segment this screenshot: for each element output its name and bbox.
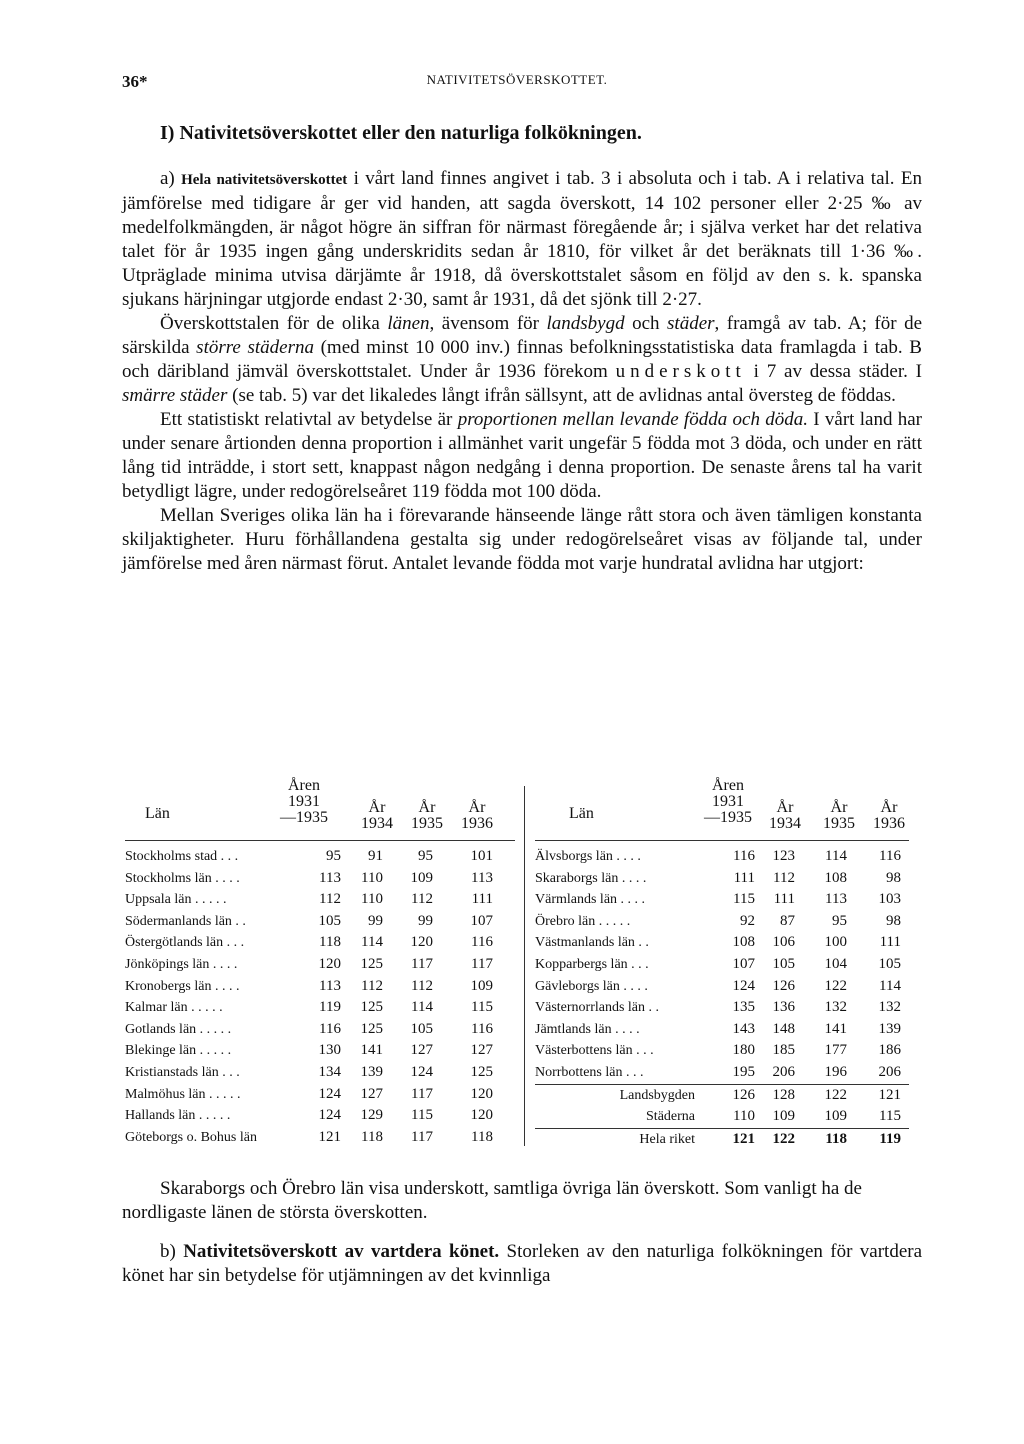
- cell-value: 99: [368, 912, 383, 929]
- cell-value: 122: [772, 1130, 795, 1147]
- row-label: Städerna: [646, 1109, 695, 1125]
- cell-value: 119: [319, 999, 341, 1016]
- summary-row: [535, 1085, 909, 1107]
- table-row: [125, 1105, 515, 1127]
- cell-value: 116: [879, 848, 901, 864]
- cell-value: 120: [470, 1085, 493, 1102]
- row-label: Västmanlands län . .: [535, 935, 649, 951]
- cell-value: 105: [318, 912, 341, 929]
- cell-value: 109: [772, 1108, 795, 1125]
- cell-value: 98: [886, 869, 901, 886]
- cell-value: 105: [410, 1020, 433, 1037]
- cell-value: 124: [318, 1085, 341, 1102]
- row-label: Hela riket: [639, 1131, 695, 1147]
- table-left-rows: [125, 846, 515, 1148]
- cell-value: 114: [361, 934, 383, 951]
- cell-value: 104: [824, 955, 847, 972]
- row-label: Göteborgs o. Bohus län: [125, 1129, 257, 1145]
- cell-value: 185: [772, 1042, 795, 1059]
- cell-value: 103: [878, 891, 901, 908]
- cell-value: 99: [418, 912, 433, 929]
- cell-value: 130: [318, 1042, 341, 1059]
- cell-value: 132: [878, 999, 901, 1016]
- table-row: [535, 868, 909, 890]
- column-header-lan-right: Län: [569, 805, 594, 822]
- table-row: [125, 932, 515, 954]
- body-text: [122, 167, 922, 576]
- cell-value: 195: [732, 1063, 755, 1080]
- table-row: [125, 1084, 515, 1106]
- cell-value: 206: [772, 1063, 795, 1080]
- cell-value: 98: [886, 912, 901, 929]
- cell-value: 186: [878, 1042, 901, 1059]
- cell-value: 125: [360, 955, 383, 972]
- cell-value: 110: [733, 1108, 755, 1125]
- cell-value: 114: [411, 999, 433, 1016]
- cell-value: 125: [470, 1063, 493, 1080]
- table-divider: [524, 786, 525, 1146]
- cell-value: 111: [879, 934, 901, 951]
- cell-value: 112: [319, 891, 341, 908]
- cell-value: 118: [471, 1128, 493, 1145]
- cell-value: 116: [471, 934, 493, 951]
- cell-value: 114: [879, 977, 901, 994]
- cell-value: 122: [824, 1086, 847, 1103]
- cell-value: 127: [360, 1085, 383, 1102]
- cell-value: 109: [410, 869, 433, 886]
- cell-value: 108: [824, 869, 847, 886]
- cell-value: 87: [780, 912, 795, 929]
- cell-value: 115: [411, 1107, 433, 1124]
- row-label: Landsbygden: [619, 1087, 695, 1103]
- page-header: [122, 72, 912, 92]
- cell-value: 112: [411, 977, 433, 994]
- page-number: 36*: [122, 72, 148, 91]
- table-row: [535, 997, 909, 1019]
- cell-value: 177: [824, 1042, 847, 1059]
- row-label: Malmöhus län . . . . .: [125, 1086, 241, 1102]
- table-row: [535, 1062, 909, 1085]
- cell-value: 95: [326, 848, 341, 864]
- row-label: Uppsala län . . . . .: [125, 892, 227, 908]
- cell-value: 143: [732, 1020, 755, 1037]
- cell-value: 106: [772, 934, 795, 951]
- row-label: Kalmar län . . . . .: [125, 1000, 223, 1016]
- cell-value: 117: [411, 1085, 433, 1102]
- cell-value: 109: [470, 977, 493, 994]
- table-row: [125, 911, 515, 933]
- cell-value: 136: [772, 999, 795, 1016]
- cell-value: 132: [824, 999, 847, 1016]
- cell-value: 128: [772, 1086, 795, 1103]
- table-row: [535, 846, 909, 868]
- cell-value: 139: [878, 1020, 901, 1037]
- row-label: Örebro län . . . . .: [535, 913, 631, 929]
- column-header-lan: Län: [145, 805, 170, 822]
- cell-value: 121: [878, 1086, 901, 1103]
- cell-value: 113: [319, 869, 341, 886]
- cell-value: 117: [411, 955, 433, 972]
- table-row: [125, 1062, 515, 1084]
- running-title: NATIVITETSÖVERSKOTTET.: [426, 72, 608, 87]
- cell-value: 206: [878, 1063, 901, 1080]
- cell-value: 124: [732, 977, 755, 994]
- cell-value: 105: [772, 955, 795, 972]
- table-row: [535, 976, 909, 998]
- row-label: Kronobergs län . . . .: [125, 978, 240, 994]
- table-row: [125, 1019, 515, 1041]
- cell-value: 121: [318, 1128, 341, 1145]
- cell-value: 119: [879, 1130, 901, 1147]
- cell-value: 108: [732, 934, 755, 951]
- cell-value: 117: [411, 1128, 433, 1145]
- cell-value: 115: [733, 891, 755, 908]
- cell-value: 116: [319, 1020, 341, 1037]
- column-header-1936: År 1936: [461, 799, 493, 832]
- cell-value: 113: [319, 977, 341, 994]
- cell-value: 118: [361, 1128, 383, 1145]
- table-row: [125, 997, 515, 1019]
- births-deaths-table: [125, 778, 909, 1158]
- cell-value: 107: [732, 955, 755, 972]
- paragraph-3: Ett statistiskt relativtal av betydelse är proportionen mellan levande födda och döda. I vårt land har under senare årtionden denna proportion i allmänhet varit ungefär 5 födda mot 3 döda, och under en rätt lång tid inträdde, i stort sett, knappast någon nedgång i denna proportion. De senaste årens tal ha varit betydligt lägre, under redogörelseåret 119 födda mot 100 döda.: [122, 409, 922, 502]
- cell-value: 116: [733, 848, 755, 864]
- cell-value: 109: [824, 1108, 847, 1125]
- cell-value: 114: [825, 848, 847, 864]
- after-table-text: Skaraborgs och Örebro län visa underskott, samtliga övriga län överskott. Som vanligt ha de nordligaste länen de största överskotten.: [122, 1178, 862, 1223]
- cell-value: 112: [411, 891, 433, 908]
- cell-value: 125: [360, 1020, 383, 1037]
- cell-value: 115: [471, 999, 493, 1016]
- cell-value: 127: [470, 1042, 493, 1059]
- cell-value: 148: [772, 1020, 795, 1037]
- cell-value: 105: [878, 955, 901, 972]
- paragraph-4: Mellan Sveriges olika län ha i förevarande hänseende länge rått stora och även tämligen konstanta skiljaktigheter. Huru förhållandena gestalta sig under redogörelseåret visas av följande tal, under jämförelse med åren närmast förut. Antalet levande födda mot varje hundratal avlidna har utgjort:: [122, 505, 922, 574]
- row-label: Älvsborgs län . . . .: [535, 849, 641, 864]
- cell-value: 110: [361, 891, 383, 908]
- row-label: Stockholms län . . . .: [125, 870, 240, 886]
- cell-value: 135: [732, 999, 755, 1016]
- column-header-1934: År 1934: [361, 799, 393, 832]
- cell-value: 111: [733, 869, 755, 886]
- cell-value: 124: [410, 1063, 433, 1080]
- row-label: Stockholms stad . . .: [125, 849, 239, 864]
- table-row: [125, 868, 515, 890]
- cell-value: 111: [471, 891, 493, 908]
- summary-row: [535, 1106, 909, 1128]
- cell-value: 117: [471, 955, 493, 972]
- row-label: Blekinge län . . . . .: [125, 1043, 232, 1059]
- cell-value: 112: [773, 869, 795, 886]
- row-label: Gävleborgs län . . . .: [535, 978, 648, 994]
- row-label: Västerbottens län . . .: [535, 1043, 654, 1059]
- cell-value: 127: [410, 1042, 433, 1059]
- row-label: Hallands län . . . . .: [125, 1108, 231, 1124]
- table-row: [535, 911, 909, 933]
- cell-value: 95: [832, 912, 847, 929]
- cell-value: 113: [471, 869, 493, 886]
- cell-value: 118: [825, 1130, 847, 1147]
- column-header-1936-right: År 1936: [873, 799, 905, 832]
- row-label: Södermanlands län . .: [125, 913, 246, 929]
- table-row: [535, 889, 909, 911]
- row-label: Gotlands län . . . . .: [125, 1021, 232, 1037]
- paragraph-2: Överskottstalen för de olika länen, ävensom för landsbygd och städer, framgå av tab. A; för de särskilda större städerna (med minst 10 000 inv.) finnas befolkningsstatistiska data framlagda i tab. B och däribland jämväl överskottstalet. Under år 1936 förekom underskott i 7 av dessa städer. I smärre städer (se tab. 5) var det likaledes långt ifrån sällsynt, att de avlidnas antal översteg de föddas.: [122, 313, 922, 406]
- table-row: [125, 1040, 515, 1062]
- cell-value: 125: [360, 999, 383, 1016]
- cell-value: 180: [732, 1042, 755, 1059]
- row-label: Kopparbergs län . . .: [535, 956, 649, 972]
- table-row: [535, 1040, 909, 1062]
- column-header-1935: År 1935: [411, 799, 443, 832]
- cell-value: 116: [471, 1020, 493, 1037]
- cell-value: 92: [740, 912, 755, 929]
- cell-value: 100: [824, 934, 847, 951]
- cell-value: 120: [470, 1107, 493, 1124]
- column-header-aren-right: Åren 1931 —1935: [704, 777, 752, 826]
- column-header-1934-right: År 1934: [769, 799, 801, 832]
- table-row: [125, 1127, 515, 1149]
- table-right-rows: [535, 846, 909, 1150]
- row-label: Jönköpings län . . . .: [125, 956, 238, 972]
- cell-value: 113: [825, 891, 847, 908]
- cell-value: 134: [318, 1063, 341, 1080]
- cell-value: 141: [824, 1020, 847, 1037]
- paragraph-b: b) Nativitetsöverskott av vartdera könet. Storleken av den naturliga folkökningen för vartdera könet har sin betydelse för utjämningen av det kvinnliga: [122, 1241, 923, 1286]
- table-row: [535, 932, 909, 954]
- cell-value: 120: [410, 934, 433, 951]
- cell-value: 111: [773, 891, 795, 908]
- cell-value: 112: [361, 977, 383, 994]
- cell-value: 121: [732, 1130, 755, 1147]
- cell-value: 139: [360, 1063, 383, 1080]
- table-row: [535, 954, 909, 976]
- cell-value: 123: [772, 848, 795, 864]
- cell-value: 196: [824, 1063, 847, 1080]
- column-header-1935-right: År 1935: [823, 799, 855, 832]
- cell-value: 91: [368, 848, 383, 864]
- cell-value: 126: [732, 1086, 755, 1103]
- cell-value: 126: [772, 977, 795, 994]
- cell-value: 95: [418, 848, 433, 864]
- row-label: Västernorrlands län . .: [535, 1000, 660, 1016]
- cell-value: 107: [470, 912, 493, 929]
- table-row: [125, 954, 515, 976]
- section-title: I) Nativitetsöverskottet eller den naturliga folkökningen.: [160, 122, 642, 144]
- cell-value: 118: [319, 934, 341, 951]
- row-label: Östergötlands län . . .: [125, 935, 245, 951]
- column-header-aren: Åren 1931 —1935: [280, 777, 328, 826]
- cell-value: 110: [361, 869, 383, 886]
- row-label: Skaraborgs län . . . .: [535, 870, 647, 886]
- cell-value: 101: [470, 848, 493, 864]
- cell-value: 124: [318, 1107, 341, 1124]
- cell-value: 115: [879, 1108, 901, 1125]
- cell-value: 129: [360, 1107, 383, 1124]
- paragraph-a: a) Hela nativitetsöverskottet i vårt land finnes angivet i tab. 3 i absoluta och i tab. A i relativa tal. En jämförelse med tidigare år ger vid handen, att sagda överskott, 14 102 personer eller 2·25 ‰ av medelfolkmängden, är något högre än siffran för närmast föregående år; i själva verket har det relativa talet för år 1935 ingen gång underskridits sedan år 1810, för vilket år det beräknats till 1·36 ‰. Utpräglade minima utvisa därjämte år 1918, då överskottstalet såsom en följd av den s. k. spanska sjukans härjningar utgjorde endast 2·30, samt år 1931, då det sjönk till 2·27.: [122, 168, 922, 310]
- table-row: [535, 1019, 909, 1041]
- summary-row: [535, 1128, 909, 1151]
- row-label: Jämtlands län . . . .: [535, 1021, 640, 1037]
- cell-value: 120: [318, 955, 341, 972]
- table-row: [125, 846, 515, 868]
- table-left-half: [125, 778, 515, 1158]
- table-row: [125, 889, 515, 911]
- cell-value: 141: [360, 1042, 383, 1059]
- table-right-half: [535, 778, 909, 1158]
- row-label: Kristianstads län . . .: [125, 1064, 240, 1080]
- cell-value: 122: [824, 977, 847, 994]
- row-label: Norrbottens län . . .: [535, 1064, 644, 1080]
- table-row: [125, 976, 515, 998]
- row-label: Värmlands län . . . .: [535, 892, 646, 908]
